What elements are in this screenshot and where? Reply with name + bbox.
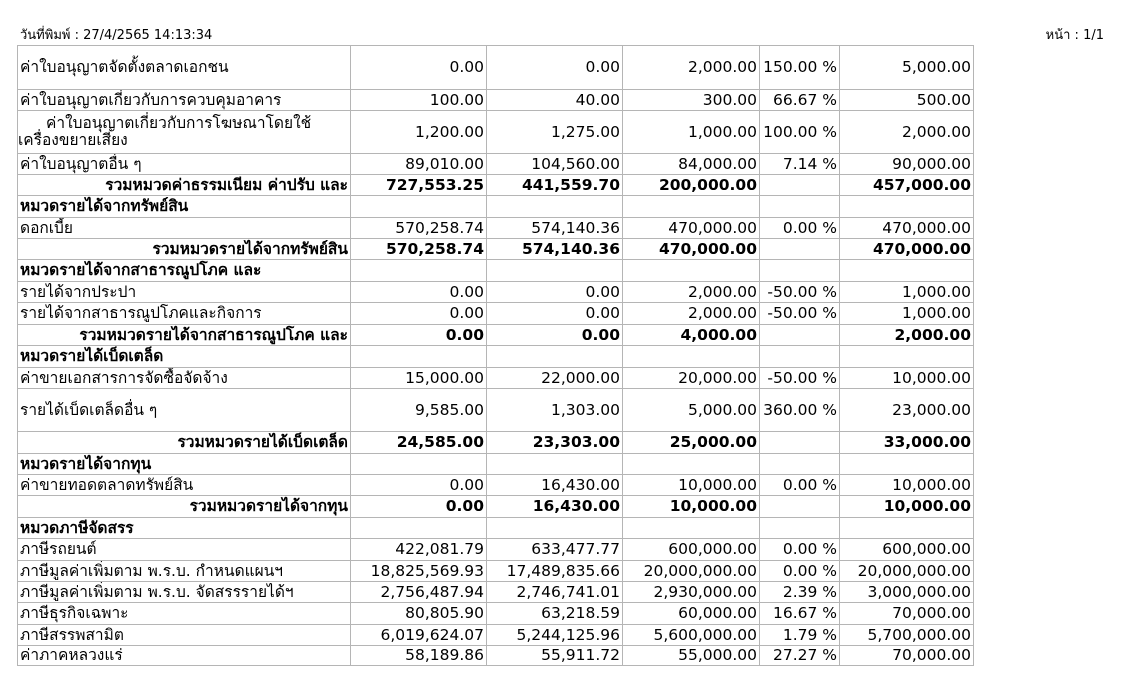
table-row xyxy=(18,111,974,154)
item-label: ค่าใบอนุญาตจัดตั้งตลาดเอกชน xyxy=(18,46,351,90)
percent-change xyxy=(760,432,840,454)
item-label: ภาษีสรรพสามิต xyxy=(18,625,351,646)
percent-change: 66.67 % xyxy=(760,90,840,111)
percent-change xyxy=(760,325,840,346)
item-label: ค่าใบอนุญาตอื่น ๆ xyxy=(18,154,351,175)
table-row xyxy=(18,218,974,239)
category-label: หมวดรายได้จากสาธารณูปโภค และ xyxy=(18,260,351,282)
value-actual-1: 18,825,569.93 xyxy=(351,561,487,582)
value-actual-2: 40.00 xyxy=(487,90,623,111)
item-label: ค่าภาคหลวงแร่ xyxy=(18,646,351,666)
category-label: หมวดภาษีจัดสรร xyxy=(18,518,351,539)
item-label: รายได้จากประปา xyxy=(18,282,351,303)
value-estimate: 20,000.00 xyxy=(623,368,760,389)
value-actual-2: 2,746,741.01 xyxy=(487,582,623,603)
value-actual-2: 104,560.00 xyxy=(487,154,623,175)
value-actual-1: 0.00 xyxy=(351,475,487,496)
value-estimate: 470,000.00 xyxy=(623,218,760,239)
empty-cell xyxy=(351,346,487,368)
value-actual-2: 63,218.59 xyxy=(487,603,623,625)
value-estimate: 5,000.00 xyxy=(623,389,760,432)
percent-change xyxy=(760,239,840,260)
print-date: วันที่พิมพ์ : 27/4/2565 14:13:34 xyxy=(20,28,213,43)
item-label: ค่าใบอนุญาตเกี่ยวกับการโฆษณาโดยใช้เครื่องขยายเสียง xyxy=(18,111,351,154)
item-label: ภาษีมูลค่าเพิ่มตาม พ.ร.บ. จัดสรรรายได้ฯ xyxy=(18,582,351,603)
empty-cell xyxy=(840,454,974,475)
value-projection: 470,000.00 xyxy=(840,239,974,260)
value-actual-2: 0.00 xyxy=(487,46,623,90)
percent-change: -50.00 % xyxy=(760,282,840,303)
empty-cell xyxy=(351,518,487,539)
total-row xyxy=(18,325,974,346)
empty-cell xyxy=(760,260,840,282)
category-row xyxy=(18,260,974,282)
percent-change: -50.00 % xyxy=(760,368,840,389)
total-label: รวมหมวดรายได้จากสาธารณูปโภค และ xyxy=(18,325,351,346)
value-actual-2: 574,140.36 xyxy=(487,239,623,260)
value-actual-1: 89,010.00 xyxy=(351,154,487,175)
percent-change: 0.00 % xyxy=(760,218,840,239)
empty-cell xyxy=(487,518,623,539)
value-projection: 2,000.00 xyxy=(840,111,974,154)
category-label: หมวดรายได้จากทรัพย์สิน xyxy=(18,196,351,218)
value-estimate: 20,000,000.00 xyxy=(623,561,760,582)
item-label: ค่าขายทอดตลาดทรัพย์สิน xyxy=(18,475,351,496)
value-actual-1: 9,585.00 xyxy=(351,389,487,432)
value-estimate: 2,000.00 xyxy=(623,303,760,325)
value-projection: 1,000.00 xyxy=(840,282,974,303)
revenue-table xyxy=(17,45,974,666)
percent-change: 27.27 % xyxy=(760,646,840,666)
value-actual-2: 5,244,125.96 xyxy=(487,625,623,646)
value-estimate: 470,000.00 xyxy=(623,239,760,260)
table-row xyxy=(18,90,974,111)
percent-change: -50.00 % xyxy=(760,303,840,325)
value-actual-2: 55,911.72 xyxy=(487,646,623,666)
item-label: ดอกเบี้ย xyxy=(18,218,351,239)
value-actual-1: 15,000.00 xyxy=(351,368,487,389)
value-estimate: 55,000.00 xyxy=(623,646,760,666)
item-label: ค่าใบอนุญาตเกี่ยวกับการควบคุมอาคาร xyxy=(18,90,351,111)
empty-cell xyxy=(351,454,487,475)
item-label: ค่าขายเอกสารการจัดซื้อจัดจ้าง xyxy=(18,368,351,389)
value-actual-2: 441,559.70 xyxy=(487,175,623,196)
value-actual-2: 0.00 xyxy=(487,303,623,325)
empty-cell xyxy=(840,260,974,282)
percent-change: 360.00 % xyxy=(760,389,840,432)
value-actual-1: 570,258.74 xyxy=(351,218,487,239)
value-estimate: 10,000.00 xyxy=(623,496,760,518)
value-estimate: 300.00 xyxy=(623,90,760,111)
table-row xyxy=(18,603,974,625)
table-row xyxy=(18,646,974,666)
total-label: รวมหมวดรายได้จากทุน xyxy=(18,496,351,518)
table-row xyxy=(18,582,974,603)
value-estimate: 200,000.00 xyxy=(623,175,760,196)
total-label: รวมหมวดรายได้จากทรัพย์สิน xyxy=(18,239,351,260)
value-actual-2: 633,477.77 xyxy=(487,539,623,561)
percent-change: 100.00 % xyxy=(760,111,840,154)
value-projection: 600,000.00 xyxy=(840,539,974,561)
value-estimate: 84,000.00 xyxy=(623,154,760,175)
value-projection: 33,000.00 xyxy=(840,432,974,454)
value-projection: 23,000.00 xyxy=(840,389,974,432)
table-row xyxy=(18,46,974,90)
empty-cell xyxy=(760,518,840,539)
total-label: รวมหมวดค่าธรรมเนียม ค่าปรับ และ xyxy=(18,175,351,196)
empty-cell xyxy=(487,346,623,368)
value-actual-2: 1,275.00 xyxy=(487,111,623,154)
table-row xyxy=(18,368,974,389)
percent-change: 0.00 % xyxy=(760,475,840,496)
empty-cell xyxy=(760,196,840,218)
value-actual-1: 0.00 xyxy=(351,496,487,518)
percent-change: 0.00 % xyxy=(760,539,840,561)
value-actual-1: 0.00 xyxy=(351,325,487,346)
empty-cell xyxy=(351,260,487,282)
value-projection: 1,000.00 xyxy=(840,303,974,325)
value-actual-1: 1,200.00 xyxy=(351,111,487,154)
value-actual-1: 570,258.74 xyxy=(351,239,487,260)
value-actual-2: 16,430.00 xyxy=(487,496,623,518)
value-estimate: 2,930,000.00 xyxy=(623,582,760,603)
percent-change xyxy=(760,496,840,518)
category-row xyxy=(18,454,974,475)
total-row xyxy=(18,239,974,260)
empty-cell xyxy=(760,454,840,475)
empty-cell xyxy=(487,260,623,282)
item-label: ภาษีมูลค่าเพิ่มตาม พ.ร.บ. กำหนดแผนฯ xyxy=(18,561,351,582)
total-label: รวมหมวดรายได้เบ็ดเตล็ด xyxy=(18,432,351,454)
value-estimate: 60,000.00 xyxy=(623,603,760,625)
value-actual-1: 80,805.90 xyxy=(351,603,487,625)
value-actual-1: 0.00 xyxy=(351,46,487,90)
empty-cell xyxy=(760,346,840,368)
value-projection: 5,000.00 xyxy=(840,46,974,90)
value-projection: 457,000.00 xyxy=(840,175,974,196)
value-estimate: 5,600,000.00 xyxy=(623,625,760,646)
value-projection: 70,000.00 xyxy=(840,646,974,666)
percent-change: 1.79 % xyxy=(760,625,840,646)
value-actual-2: 22,000.00 xyxy=(487,368,623,389)
value-estimate: 2,000.00 xyxy=(623,282,760,303)
empty-cell xyxy=(487,454,623,475)
value-actual-2: 1,303.00 xyxy=(487,389,623,432)
page-number: หน้า : 1/1 xyxy=(1045,28,1104,43)
value-projection: 90,000.00 xyxy=(840,154,974,175)
empty-cell xyxy=(840,346,974,368)
table-row xyxy=(18,625,974,646)
empty-cell xyxy=(623,260,760,282)
value-actual-2: 574,140.36 xyxy=(487,218,623,239)
value-projection: 2,000.00 xyxy=(840,325,974,346)
value-actual-1: 24,585.00 xyxy=(351,432,487,454)
value-estimate: 4,000.00 xyxy=(623,325,760,346)
empty-cell xyxy=(623,518,760,539)
table-row xyxy=(18,475,974,496)
table-row xyxy=(18,561,974,582)
category-row xyxy=(18,518,974,539)
table-row xyxy=(18,154,974,175)
value-projection: 20,000,000.00 xyxy=(840,561,974,582)
empty-cell xyxy=(840,196,974,218)
empty-cell xyxy=(623,346,760,368)
total-row xyxy=(18,496,974,518)
value-actual-1: 6,019,624.07 xyxy=(351,625,487,646)
item-label: รายได้เบ็ดเตล็ดอื่น ๆ xyxy=(18,389,351,432)
value-estimate: 1,000.00 xyxy=(623,111,760,154)
category-row xyxy=(18,196,974,218)
value-actual-1: 58,189.86 xyxy=(351,646,487,666)
empty-cell xyxy=(487,196,623,218)
percent-change: 7.14 % xyxy=(760,154,840,175)
value-projection: 10,000.00 xyxy=(840,475,974,496)
percent-change: 16.67 % xyxy=(760,603,840,625)
value-projection: 5,700,000.00 xyxy=(840,625,974,646)
item-label: ภาษีรถยนต์ xyxy=(18,539,351,561)
percent-change: 2.39 % xyxy=(760,582,840,603)
table-row xyxy=(18,389,974,432)
value-actual-2: 23,303.00 xyxy=(487,432,623,454)
value-projection: 3,000,000.00 xyxy=(840,582,974,603)
value-actual-2: 16,430.00 xyxy=(487,475,623,496)
value-estimate: 25,000.00 xyxy=(623,432,760,454)
empty-cell xyxy=(623,454,760,475)
category-row xyxy=(18,346,974,368)
total-row xyxy=(18,432,974,454)
empty-cell xyxy=(623,196,760,218)
value-estimate: 10,000.00 xyxy=(623,475,760,496)
empty-cell xyxy=(840,518,974,539)
value-actual-1: 2,756,487.94 xyxy=(351,582,487,603)
value-actual-1: 0.00 xyxy=(351,282,487,303)
percent-change: 150.00 % xyxy=(760,46,840,90)
value-actual-1: 727,553.25 xyxy=(351,175,487,196)
value-projection: 10,000.00 xyxy=(840,496,974,518)
table-row xyxy=(18,303,974,325)
value-projection: 470,000.00 xyxy=(840,218,974,239)
table-row xyxy=(18,282,974,303)
category-label: หมวดรายได้จากทุน xyxy=(18,454,351,475)
category-label: หมวดรายได้เบ็ดเตล็ด xyxy=(18,346,351,368)
value-actual-1: 100.00 xyxy=(351,90,487,111)
value-actual-2: 0.00 xyxy=(487,325,623,346)
item-label: ภาษีธุรกิจเฉพาะ xyxy=(18,603,351,625)
value-projection: 10,000.00 xyxy=(840,368,974,389)
value-estimate: 2,000.00 xyxy=(623,46,760,90)
item-label: รายได้จากสาธารณูปโภคและกิจการ xyxy=(18,303,351,325)
empty-cell xyxy=(351,196,487,218)
percent-change xyxy=(760,175,840,196)
percent-change: 0.00 % xyxy=(760,561,840,582)
value-actual-2: 17,489,835.66 xyxy=(487,561,623,582)
value-estimate: 600,000.00 xyxy=(623,539,760,561)
value-actual-2: 0.00 xyxy=(487,282,623,303)
total-row xyxy=(18,175,974,196)
value-projection: 70,000.00 xyxy=(840,603,974,625)
value-actual-1: 422,081.79 xyxy=(351,539,487,561)
value-projection: 500.00 xyxy=(840,90,974,111)
table-row xyxy=(18,539,974,561)
value-actual-1: 0.00 xyxy=(351,303,487,325)
